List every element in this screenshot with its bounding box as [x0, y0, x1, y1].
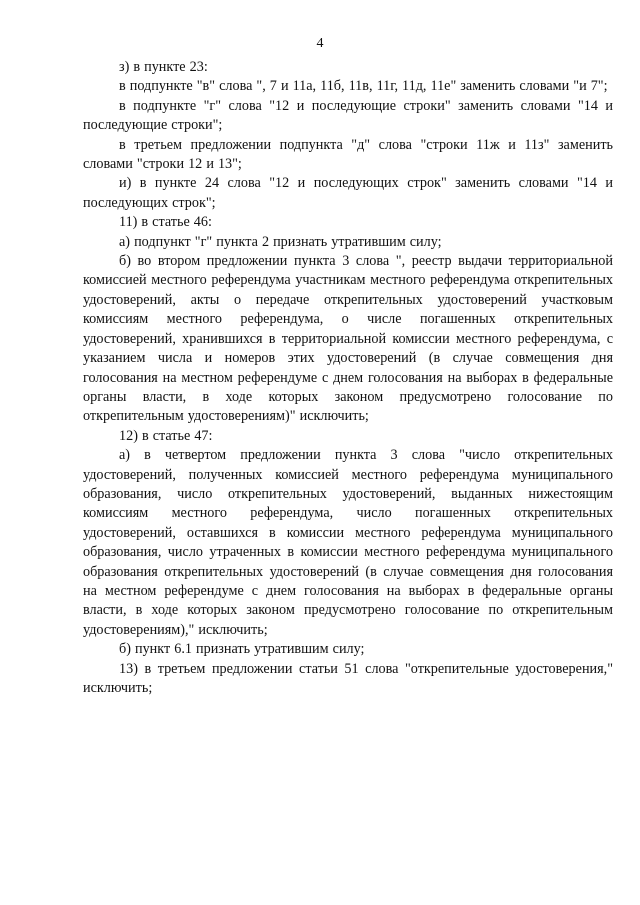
paragraph-item-i: и) в пункте 24 слова "12 и последующих строк" заменить словами "14 и последующих строк";: [83, 175, 613, 211]
paragraph-point-12-a: а) в четвертом предложении пункта 3 слова "число открепительных удостоверений, полученных комиссией местного референдума муниципального образования, число открепительных удостоверений, выданных нижестоящим комиссиям местного референдума, число погашенных открепительных удостоверений, оставшихся в комиссии местного референдума муниципального образования, число утраченных в комиссии местного референдума муниципального образования открепительных удостоверений (в случае совмещения дня голосования на местном референдуме с днем голосования на выборах в федеральные органы власти, в ходе которых законом предусмотрено голосование по открепительным удостоверениям)," исключить;: [83, 447, 613, 638]
paragraph-point-13: 13) в третьем предложении статьи 51 слова "открепительные удостоверения," исключить;: [83, 660, 613, 696]
paragraph-subitem-d: в третьем предложении подпункта "д" слова "строки 11ж и 11з" заменить словами "строки 12 и 13";: [83, 136, 613, 173]
paragraph-item-z: з) в пункте 23:: [119, 59, 208, 75]
paragraph-point-11: 11) в статье 46:: [119, 214, 212, 231]
paragraph-point-12: 12) в статье 47:: [119, 427, 213, 444]
paragraph-point-11-b: б) во втором предложении пункта 3 слова ", реестр выдачи территориальной комиссией местного референдума участникам местного референдума открепительных удостоверений, акты о передаче открепительных удостоверений участковым комиссиям местного референдума, о числе погашенных открепительных удостоверений, хранившихся в территориальной комиссии местного референдума, с указанием числа и номеров этих удостоверений (в случае совмещения дня голосования на местном референдуме с днем голосования на выборах в федеральные органы власти, в ходе которых законом предусмотрено голосование по открепительным удостоверениям)" исключить;: [83, 253, 613, 425]
paragraph-subitem-v: в подпункте "в" слова ", 7 и 11а, 11б, 11в, 11г, 11д, 11е" заменить словами "и 7";: [119, 78, 608, 95]
document-body: [83, 58, 613, 698]
page-number: 4: [316, 36, 324, 51]
paragraph-subitem-g: в подпункте "г" слова "12 и последующие строки" заменить словами "14 и последующие строки";: [83, 97, 613, 134]
paragraph-point-11-a: а) подпункт "г" пункта 2 признать утратившим силу;: [119, 233, 442, 250]
paragraph-point-12-b: б) пункт 6.1 признать утратившим силу;: [119, 641, 365, 658]
